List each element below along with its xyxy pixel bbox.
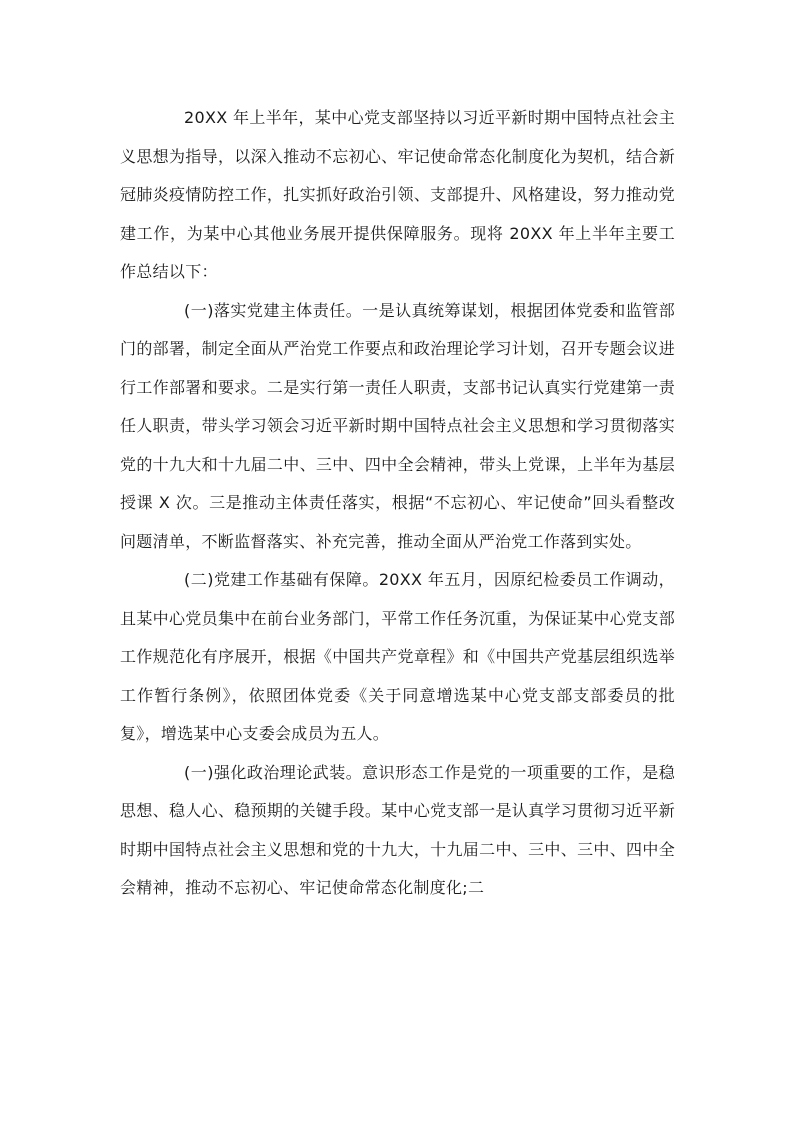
intro-paragraph: 20XX 年上半年，某中心党支部坚持以习近平新时期中国特点社会主义思想为指导，以深入推动不忘初心、牢记使命常态化制度化为契机，结合新冠肺炎疫情防控工作，扎实抓好政治引领、支部提升、风格建设，努力推动党建工作，为某中心其他业务展开提供保障服务。现将 20XX 年上半年主要工作总结以下： (120, 108, 675, 281)
section-3-paragraph: (一)强化政治理论武装。意识形态工作是党的一项重要的工作，是稳思想、稳人心、稳预期的关键手段。某中心党支部一是认真学习贯彻习近平新时期中国特点社会主义思想和党的十九大，十九届二中、三中、三中、四中全会精神，推动不忘初心、牢记使命常态化制度化;二 (120, 762, 675, 897)
document-body (120, 99, 675, 908)
section-2-paragraph: (二)党建工作基础有保障。20XX 年五月，因原纪检委员工作调动，且某中心党员集中在前台业务部门，平常工作任务沉重，为保证某中心党支部工作规范化有序展开，根据《中国共产党章程》和《中国共产党基层组织选举工作暂行条例》，依照团体党委《关于同意增选某中心党支部支部委员的批复》，增选某中心支委会成员为五人。 (120, 570, 675, 743)
section-1-paragraph: (一)落实党建主体责任。一是认真统筹谋划，根据团体党委和监管部门的部署，制定全面从严治党工作要点和政治理论学习计划，召开专题会议进行工作部署和要求。二是实行第一责任人职责，支部书记认真实行党建第一责任人职责，带头学习领会习近平新时期中国特点社会主义思想和学习贯彻落实党的十九大和十九届二中、三中、四中全会精神，带头上党课，上半年为基层授课 X 次。三是推动主体责任落实，根据“不忘初心、牢记使命”回头看整改问题清单，不断监督落实、补充完善，推动全面从严治党工作落到实处。 (120, 300, 675, 551)
